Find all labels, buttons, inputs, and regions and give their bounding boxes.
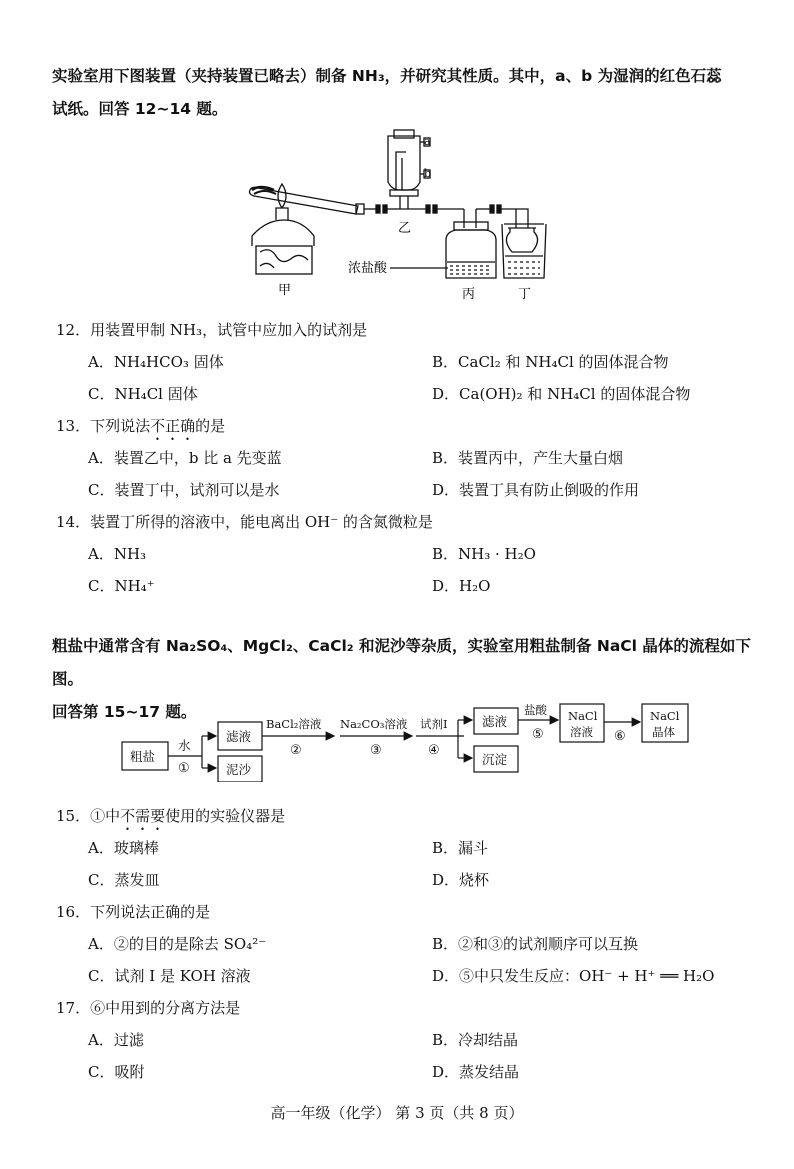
q14-option-d: D．H₂O xyxy=(432,577,491,595)
q13-stem-post: 的是 xyxy=(195,417,226,435)
q15-option-b: B．漏斗 xyxy=(432,839,489,857)
flow-water: 水 xyxy=(178,738,191,753)
q13-stem-pre: 13．下列说法 xyxy=(56,417,151,435)
label-conc-hcl: 浓盐酸 xyxy=(348,261,388,276)
flow-reagent-bacl2: BaCl₂溶液 xyxy=(266,717,322,731)
flow-step-1: ① xyxy=(178,761,190,776)
q16-option-d: D．⑤中只发生反应：OH⁻ + H⁺ ══ H₂O xyxy=(432,967,715,985)
q13-option-a: A．装置乙中，b 比 a 先变蓝 xyxy=(88,449,282,467)
q13-option-d: D．装置丁具有防止倒吸的作用 xyxy=(432,481,640,499)
tubing-connectors xyxy=(376,205,400,213)
flow-precipitate: 沉淀 xyxy=(482,752,508,767)
q15-option-d: D．烧杯 xyxy=(432,871,490,889)
q17-option-a: A．过滤 xyxy=(88,1031,144,1049)
question-16-stem: 16．下列说法正确的是 xyxy=(56,903,211,921)
q15-stem-emphasis: 不需要 xyxy=(120,807,166,825)
question-15-stem xyxy=(56,806,285,834)
flow-nacl-crystal-2: 晶体 xyxy=(652,725,675,739)
q15-stem-pre: 15．①中 xyxy=(56,807,121,825)
q13-option-b: B．装置丙中，产生大量白烟 xyxy=(432,449,624,467)
label-b: b xyxy=(424,167,432,180)
flow-crude-salt: 粗盐 xyxy=(130,749,156,764)
intro2-line-1: 粗盐中通常含有 Na₂SO₄、MgCl₂、CaCl₂ 和泥沙等杂质，实验室用粗盐制备 NaCl 晶体的流程如下图。 xyxy=(52,637,751,688)
intro2-line-2: 回答第 15~17 题。 xyxy=(52,703,197,721)
q17-option-c: C．吸附 xyxy=(88,1063,145,1081)
flow-nacl-solution-2: 溶液 xyxy=(570,725,593,739)
q14-option-c: C．NH₄⁺ xyxy=(88,577,155,595)
q12-option-a: A．NH₄HCO₃ 固体 xyxy=(88,353,224,371)
q16-option-a: A．②的目的是除去 SO₄²⁻ xyxy=(88,935,267,953)
section-intro-ammonia xyxy=(52,60,752,126)
q14-option-a: A．NH₃ xyxy=(88,545,147,563)
flow-reagent-na2co3: Na₂CO₃溶液 xyxy=(340,717,408,731)
q15-stem-post: 使用的实验仪器是 xyxy=(165,807,286,825)
flow-reagent-i: 试剂I xyxy=(420,717,448,731)
crude-salt-flowchart xyxy=(118,702,698,782)
flow-step-4: ④ xyxy=(428,743,440,758)
flow-nacl-crystal-1: NaCl xyxy=(650,709,680,723)
q15-option-a: A．玻璃棒 xyxy=(88,839,159,857)
q13-option-c: C．装置丁中，试剂可以是水 xyxy=(88,481,280,499)
q17-option-d: D．蒸发结晶 xyxy=(432,1063,520,1081)
q12-option-b: B．CaCl₂ 和 NH₄Cl 的固体混合物 xyxy=(432,353,669,371)
flow-step-5: ⑤ xyxy=(532,727,544,742)
label-a: a xyxy=(424,135,431,148)
ammonia-apparatus-diagram xyxy=(240,128,570,306)
flow-filtrate-2: 滤液 xyxy=(482,714,508,729)
q17-option-b: B．冷却结晶 xyxy=(432,1031,519,1049)
q12-option-c: C．NH₄Cl 固体 xyxy=(88,385,198,403)
q12-option-d: D．Ca(OH)₂ 和 NH₄Cl 的固体混合物 xyxy=(432,385,691,403)
page-footer: 高一年级（化学） 第 3 页（共 8 页） xyxy=(270,1104,524,1122)
label-jia: 甲 xyxy=(278,283,292,298)
flow-step-6: ⑥ xyxy=(614,729,626,744)
q16-option-c: C．试剂 I 是 KOH 溶液 xyxy=(88,967,251,985)
question-17-stem: 17．⑥中用到的分离方法是 xyxy=(56,999,241,1017)
apparatus-ding xyxy=(502,209,546,278)
flow-step-2: ② xyxy=(290,743,302,758)
flow-reagent-hcl: 盐酸 xyxy=(524,703,547,717)
flow-sand: 泥沙 xyxy=(226,762,252,777)
question-14-stem: 14．装置丁所得的溶液中，能电离出 OH⁻ 的含氮微粒是 xyxy=(56,513,433,531)
intro-line-1: 实验室用下图装置（夹持装置已略去）制备 NH₃，并研究其性质。其中，a、b 为湿润的红色石蕊 xyxy=(52,67,722,85)
apparatus-bing xyxy=(390,205,528,278)
q16-option-b: B．②和③的试剂顺序可以互换 xyxy=(432,935,639,953)
label-ding: 丁 xyxy=(518,287,532,302)
intro-line-2: 试纸。回答 12~14 题。 xyxy=(52,100,228,118)
question-13-stem xyxy=(56,416,225,444)
question-12-stem: 12．用装置甲制 NH₃，试管中应加入的试剂是 xyxy=(56,321,368,339)
q14-option-b: B．NH₃ · H₂O xyxy=(432,545,536,563)
label-yi: 乙 xyxy=(398,221,412,236)
flow-filtrate-1: 滤液 xyxy=(226,729,252,744)
q13-stem-emphasis: 不正确 xyxy=(150,417,196,435)
q15-option-c: C．蒸发皿 xyxy=(88,871,160,889)
label-bing: 丙 xyxy=(462,287,476,302)
flow-step-3: ③ xyxy=(370,743,382,758)
flow-nacl-solution-1: NaCl xyxy=(568,709,598,723)
